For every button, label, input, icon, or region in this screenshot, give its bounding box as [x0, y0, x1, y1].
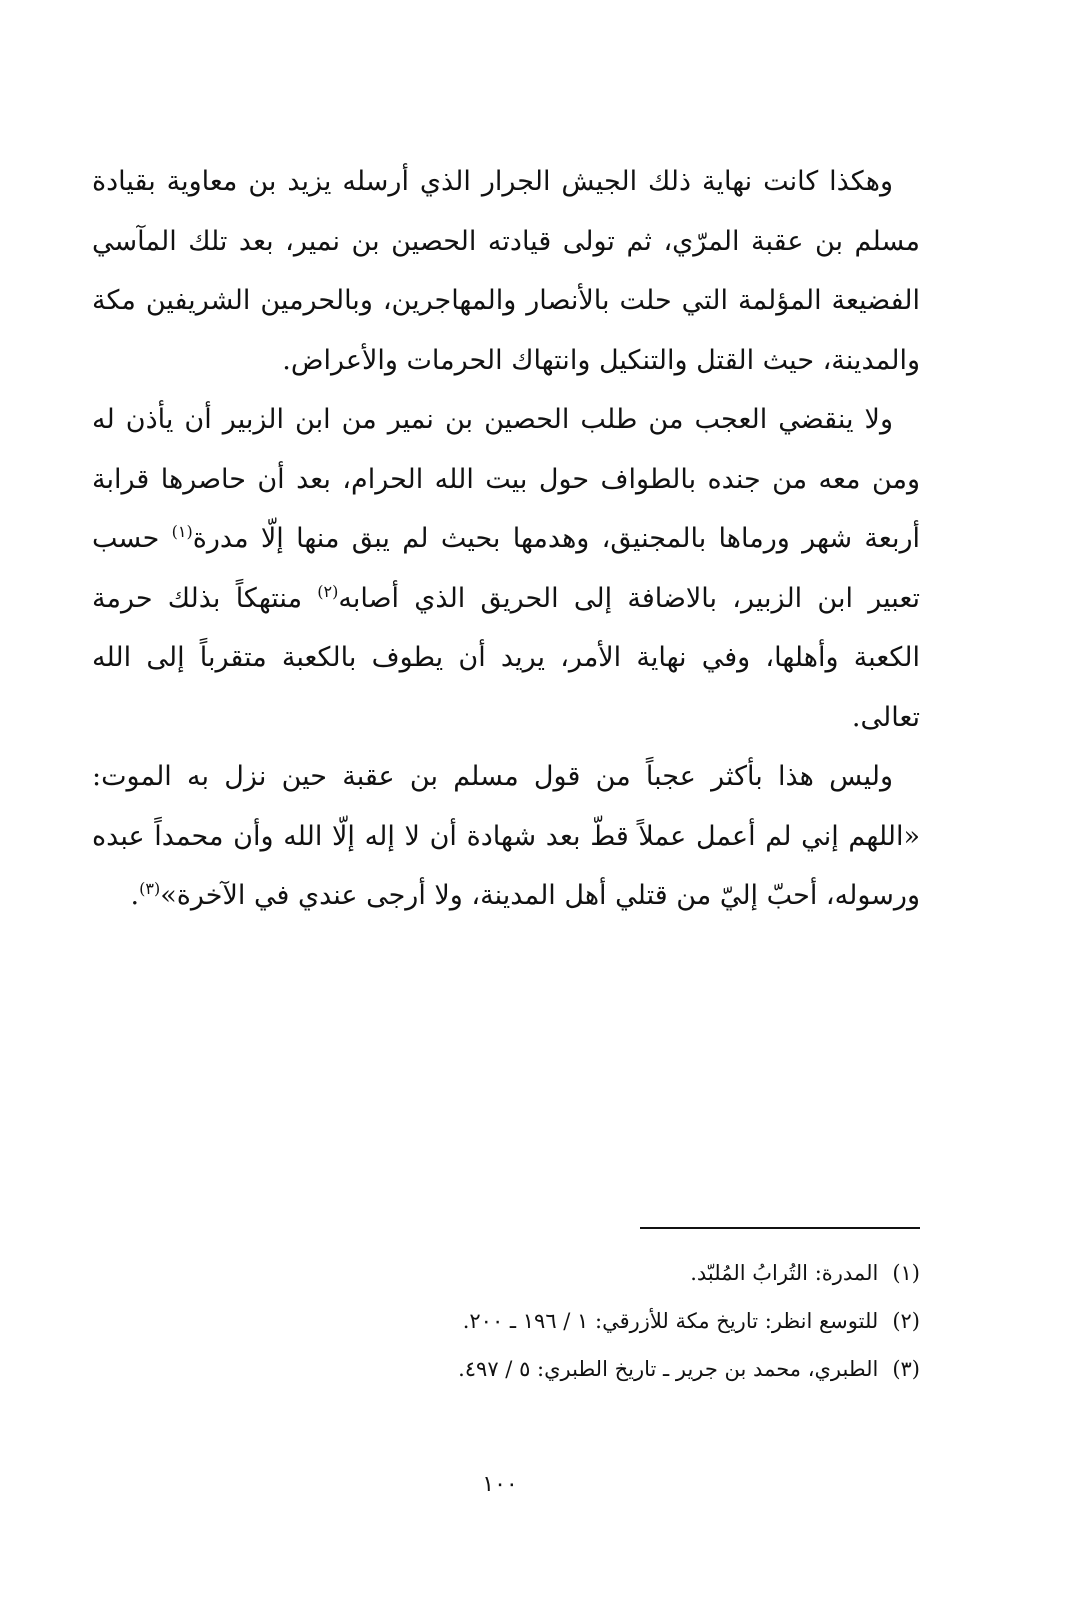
- footnotes: [92, 1249, 920, 1393]
- paragraph-1: [92, 152, 920, 390]
- page-number: ١٠٠: [482, 1472, 518, 1497]
- footnote-2-text: للتوسع انظر: تاريخ مكة للأزرقي: ١ / ١٩٦ ـ ٢٠٠.: [462, 1309, 879, 1333]
- footnote-2: [92, 1297, 920, 1345]
- footnote-3: [92, 1345, 920, 1393]
- paragraph-3: [92, 747, 920, 926]
- footnote-divider: [640, 1227, 920, 1229]
- paragraph-2-text-c: منتهكاً بذلك حرمة الكعبة وأهلها، وفي نهاية الأمر، يريد أن يطوف بالكعبة متقرباً إلى الله تعالى.: [92, 582, 920, 733]
- footnote-ref-2: (٢): [317, 581, 339, 601]
- footnote-3-number: (٣): [892, 1357, 920, 1381]
- footnote-1: [92, 1249, 920, 1297]
- body-text: [92, 152, 920, 926]
- paragraph-3-text-b: .: [130, 880, 140, 911]
- paragraph-2: [92, 390, 920, 747]
- paragraph-2-text-b: حسب تعبير ابن الزبير، بالاضافة إلى الحريق الذي أصابه: [92, 523, 920, 614]
- footnote-1-text: المدرة: التُرابُ المُلبّد.: [690, 1261, 879, 1285]
- paragraph-3-text-a: وليس هذا بأكثر عجباً من قول مسلم بن عقبة حين نزل به الموت: «اللهم إني لم أعمل عملاً قطّ بعد شهادة أن لا إله إلّا الله وأن محمداً عبده ورسوله، أحبّ إليّ من قتلي أهل المدينة، ولا أرجى عندي في الآخرة»: [92, 761, 920, 911]
- footnote-ref-3: (٣): [139, 879, 161, 898]
- footnote-ref-1: (١): [171, 522, 193, 541]
- paragraph-2-text-a: ولا ينقضي العجب من طلب الحصين بن نمير من ابن الزبير أن يأذن له ومن معه من جنده بالطواف حول بيت الله الحرام، بعد أن حاصرها قرابة أربعة شهر ورماها بالمجنيق، وهدمها بحيث لم يبق منها إلّا مدرة: [92, 404, 920, 554]
- footnote-2-number: (٢): [892, 1309, 920, 1333]
- paragraph-1-text: وهكذا كانت نهاية ذلك الجيش الجرار الذي أرسله يزيد بن معاوية بقيادة مسلم بن عقبة المرّي، ثم تولى قيادته الحصين بن نمير، بعد تلك المآسي الفضيعة المؤلمة التي حلت بالأنصار والمهاجرين، وبالحرمين الشريفين مكة والمدينة، حيث القتل والتنكيل وانتهاك الحرمات والأعراض.: [92, 166, 920, 376]
- footnote-3-text: الطبري، محمد بن جرير ـ تاريخ الطبري: ٥ / ٤٩٧.: [458, 1357, 879, 1381]
- footnote-1-number: (١): [892, 1261, 920, 1285]
